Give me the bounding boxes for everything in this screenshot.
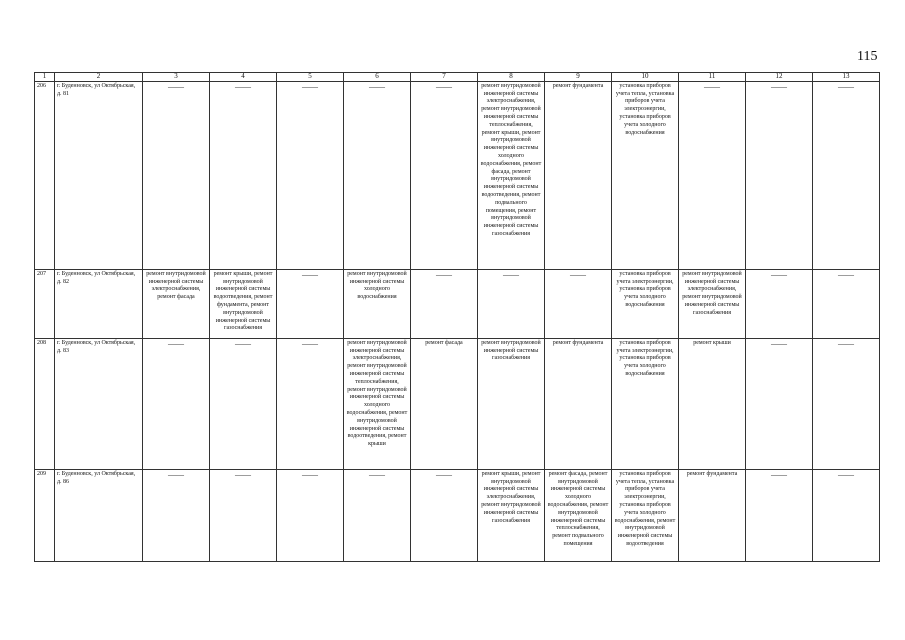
column-header: 10 xyxy=(612,73,679,82)
table-cell: —— xyxy=(277,81,344,269)
table-cell: —— xyxy=(277,469,344,561)
column-header: 7 xyxy=(411,73,478,82)
column-header: 1 xyxy=(35,73,55,82)
page-number: 115 xyxy=(857,49,878,64)
table-cell: ремонт внутридомовой инженерной системы электроснабжения, ремонт внутридомовой инженерной системы теплоснабжения, ремонт внутридомовой инженерной системы холодного водоснабжения, ремонт внутридомовой инженерной системы водоотведения, ремонт крыши xyxy=(344,338,411,469)
table-cell: ремонт фасада, ремонт внутридомовой инженерной системы холодного водоснабжения, ремонт внутридомовой инженерной системы теплоснабжения, ремонт подвального помещения xyxy=(545,469,612,561)
table-cell: —— xyxy=(143,469,210,561)
table-cell: —— xyxy=(344,81,411,269)
table-cell: —— xyxy=(411,469,478,561)
row-address: г. Буденновск, ул Октябрьская, д. 83 xyxy=(55,338,143,469)
row-address: г. Буденновск, ул Октябрьская, д. 86 xyxy=(55,469,143,561)
column-header: 3 xyxy=(143,73,210,82)
table-row xyxy=(35,469,880,561)
table-cell: —— xyxy=(545,269,612,338)
table-cell: —— xyxy=(411,81,478,269)
table-cell: ремонт внутридомовой инженерной системы электроснабжения, ремонт внутридомовой инженерной системы теплоснабжения, ремонт крыши, ремонт внутридомовой инженерной системы холодного водоснабжения, ремонт фасада, ремонт внутридомовой инженерной системы водоотведения, ремонт подвального помещения, ремонт внутридомовой инженерной системы газоснабжения xyxy=(478,81,545,269)
column-header: 4 xyxy=(210,73,277,82)
table-row xyxy=(35,269,880,338)
row-number: 207 xyxy=(35,269,55,338)
column-header: 11 xyxy=(679,73,746,82)
table-cell: —— xyxy=(143,81,210,269)
table-cell: —— xyxy=(679,81,746,269)
table-cell: установка приборов учета электроэнергии, установка приборов учета холодного водоснабжения xyxy=(612,338,679,469)
row-address: г. Буденновск, ул Октябрьская, д. 81 xyxy=(55,81,143,269)
table-cell: —— xyxy=(746,469,813,561)
table-cell: —— xyxy=(210,469,277,561)
table-cell: ремонт внутридомовой инженерной системы холодного водоснабжения xyxy=(344,269,411,338)
column-header: 6 xyxy=(344,73,411,82)
column-header: 5 xyxy=(277,73,344,82)
table-cell: ремонт крыши xyxy=(679,338,746,469)
table-cell: —— xyxy=(813,269,880,338)
row-number: 209 xyxy=(35,469,55,561)
table-cell: —— xyxy=(746,81,813,269)
column-header: 13 xyxy=(813,73,880,82)
table-cell: —— xyxy=(478,269,545,338)
table-cell: —— xyxy=(344,469,411,561)
table-cell: —— xyxy=(210,338,277,469)
table-cell: —— xyxy=(411,269,478,338)
table-cell: установка приборов учета тепла, установка приборов учета электроэнергии, установка приборов учета холодного водоснабжения xyxy=(612,81,679,269)
table-cell: —— xyxy=(277,338,344,469)
table-cell: —— xyxy=(277,269,344,338)
table-cell: —— xyxy=(746,269,813,338)
header-row xyxy=(35,73,880,82)
table-cell: —— xyxy=(813,469,880,561)
table-cell: установка приборов учета тепла, установка приборов учета электроэнергии, установка приборов учета холодного водоснабжения, ремонт внутридомовой инженерной системы водоотведения xyxy=(612,469,679,561)
table-cell: ремонт крыши, ремонт внутридомовой инженерной системы электроснабжения, ремонт внутридомовой инженерной системы газоснабжения xyxy=(478,469,545,561)
table-cell: —— xyxy=(210,81,277,269)
table-cell: ремонт внутридомовой инженерной системы электроснабжения, ремонт внутридомовой инженерной системы газоснабжения xyxy=(679,269,746,338)
table-cell: ремонт фундамента xyxy=(545,338,612,469)
table-cell: ремонт крыши, ремонт внутридомовой инженерной системы водоотведения, ремонт фундамента, ремонт внутридомовой инженерной системы газоснабжения xyxy=(210,269,277,338)
table-cell: ремонт фундамента xyxy=(679,469,746,561)
table-cell: ремонт фундамента xyxy=(545,81,612,269)
table-cell: ремонт фасада xyxy=(411,338,478,469)
table-cell: ремонт внутридомовой инженерной системы газоснабжения xyxy=(478,338,545,469)
table-cell: —— xyxy=(746,338,813,469)
table-cell: —— xyxy=(813,338,880,469)
table-cell: ремонт внутридомовой инженерной системы электроснабжения, ремонт фасада xyxy=(143,269,210,338)
column-header: 12 xyxy=(746,73,813,82)
register-table xyxy=(34,72,880,562)
table-cell: установка приборов учета электроэнергии, установка приборов учета холодного водоснабжения xyxy=(612,269,679,338)
column-header: 2 xyxy=(55,73,143,82)
row-number: 208 xyxy=(35,338,55,469)
table-cell: —— xyxy=(813,81,880,269)
row-number: 206 xyxy=(35,81,55,269)
row-address: г. Буденновск, ул Октябрьская, д. 82 xyxy=(55,269,143,338)
table-row xyxy=(35,338,880,469)
column-header: 9 xyxy=(545,73,612,82)
column-header: 8 xyxy=(478,73,545,82)
table-row xyxy=(35,81,880,269)
table-cell: —— xyxy=(143,338,210,469)
